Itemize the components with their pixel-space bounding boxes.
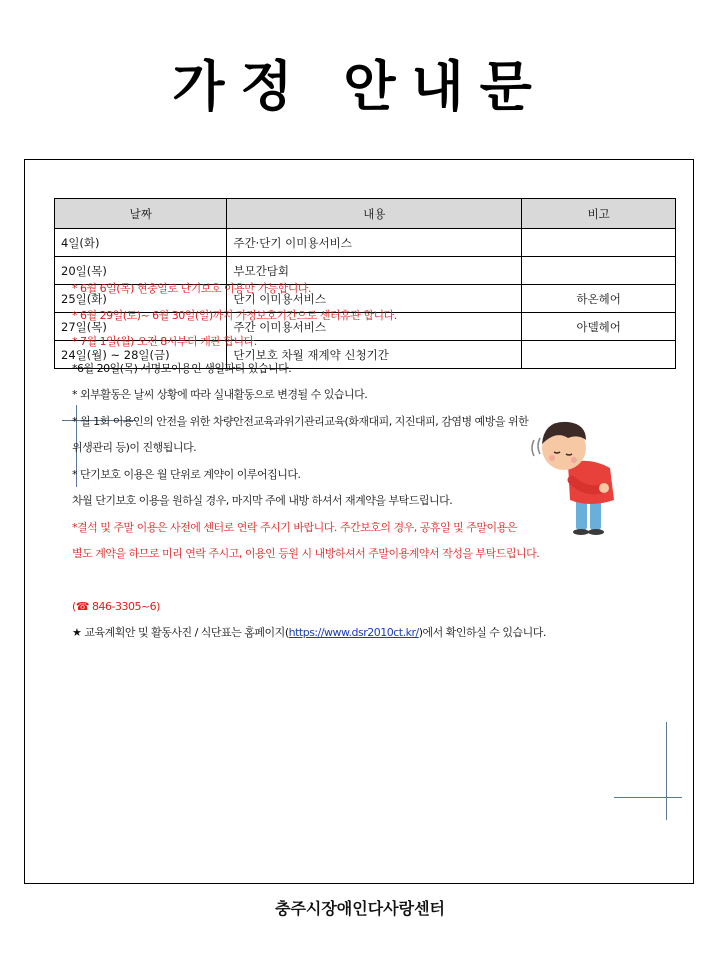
cell-content: 주간 이미용서비스 <box>227 313 522 341</box>
notice-absence-weekend-cont: 별도 계약을 하므로 미리 연락 주시고, 이용인 등원 시 내방하셔서 주말이용계약서 작성을 부탁드립니다. <box>72 547 540 560</box>
homepage-link[interactable]: https://www.dsr2010ct.kr/ <box>288 626 419 639</box>
table-row <box>55 229 676 257</box>
cell-date: 4일(화) <box>55 229 227 257</box>
header-date: 날짜 <box>55 199 227 229</box>
notice-reopen: * 7월 1일(월) 오전 8시부터 개관 합니다. <box>72 335 257 348</box>
notice-safety-education-cont: 위생관리 등)이 진행됩니다. <box>72 441 197 454</box>
corner-line-bottom-right-v <box>666 722 667 820</box>
homepage-info-prefix: ★ 교육계획안 및 활동사진 / 식단표는 홈페이지( <box>72 626 289 639</box>
notice-birthday-party: *6월 20일(목) 서명모이용인 생일파티 있습니다. <box>72 361 292 375</box>
notice-short-term-contract-cont: 차월 단기보호 이용을 원하실 경우, 마지막 주에 내방 하셔서 재계약을 부탁드립니다. <box>72 494 453 507</box>
cell-date: 27일(목) <box>55 313 227 341</box>
homepage-info <box>72 620 632 647</box>
cell-content: 주간·단기 이미용서비스 <box>227 229 522 257</box>
cell-content: 단기보호 차월 재계약 신청기간 <box>227 341 522 369</box>
cell-note <box>522 229 676 257</box>
homepage-info-suffix: )에서 확인하실 수 있습니다. <box>418 626 546 639</box>
phone-number: (☎ 846-3305~6) <box>72 599 160 613</box>
notice-safety-education: * 월 1회 이용인의 안전을 위한 차량안전교육과위기관리교육(화재대피, 지진대피, 감염병 예방을 위한 <box>72 414 529 428</box>
notice-holiday: * 6월 6일(목) 현충일로 단기보호 이용만 가능합니다. <box>72 282 311 295</box>
cell-content: 부모간담회 <box>227 257 522 285</box>
notice-outdoor-activity: * 외부활동은 날씨 상황에 따라 실내활동으로 변경될 수 있습니다. <box>72 388 368 401</box>
cell-note: 아델헤어 <box>522 313 676 341</box>
notice-short-term-contract: * 단기보호 이용은 월 단위로 계약이 이루어집니다. <box>72 467 301 481</box>
notice-list <box>72 276 632 647</box>
cell-date: 24일(월) ~ 28일(금) <box>55 341 227 369</box>
page-title: 가정 안내문 <box>172 55 548 118</box>
cell-content: 단기 이미용서비스 <box>227 285 522 313</box>
notice-absence-weekend: *결석 및 주말 이용은 사전에 센터로 연락 주시기 바랍니다. 주간보호의 경우, 공휴일 및 주말이용은 <box>72 520 517 534</box>
header-content: 내용 <box>227 199 522 229</box>
corner-line-bottom-right-h <box>614 797 682 798</box>
cell-date: 25일(화) <box>55 285 227 313</box>
table-header-row <box>55 199 676 229</box>
cell-date: 20일(목) <box>55 257 227 285</box>
header-note: 비고 <box>522 199 676 229</box>
cell-note: 하온헤어 <box>522 285 676 313</box>
center-name: 충주시장애인다사랑센터 <box>274 899 446 918</box>
notice-closure: * 6월 29일(토)~ 6월 30일(일)까지 가정보호기간으로 센터휴관 합니다. <box>72 308 397 322</box>
